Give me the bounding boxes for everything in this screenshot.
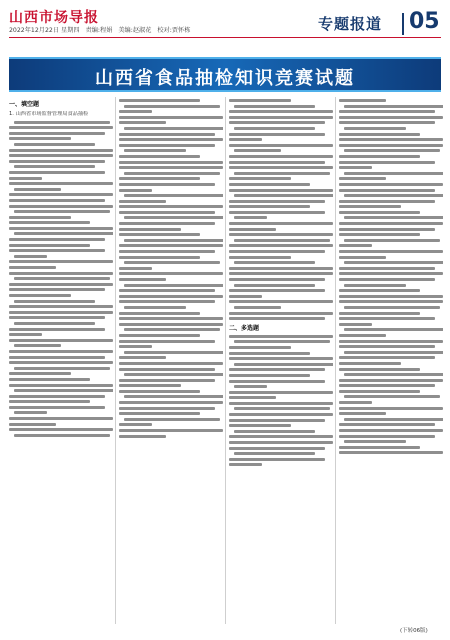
quiz-text-line — [9, 395, 105, 398]
quiz-text-line — [14, 210, 110, 213]
quiz-text-line — [234, 430, 315, 433]
quiz-column-2 — [119, 97, 223, 624]
quiz-text-line — [229, 244, 333, 247]
quiz-text-line — [14, 165, 95, 168]
art-editor-credit: 美编:赵淑花 — [118, 27, 152, 34]
quiz-text-line — [9, 294, 71, 297]
quiz-text-line — [229, 166, 333, 169]
quiz-text-line — [124, 239, 223, 242]
quiz-text-line — [229, 116, 333, 119]
quiz-text-line — [119, 200, 166, 203]
quiz-text-line — [9, 350, 113, 353]
quiz-text-line — [119, 435, 166, 438]
quiz-text-line — [344, 172, 443, 175]
section-heading-fill-in: 一、填空题 — [9, 101, 40, 108]
quiz-text-line — [339, 205, 401, 208]
quiz-text-line — [229, 374, 310, 377]
quiz-text-line — [234, 172, 330, 175]
quiz-text-line — [119, 423, 152, 426]
quiz-text-line — [119, 155, 200, 158]
quiz-text-line — [9, 132, 105, 135]
quiz-text-line — [9, 339, 113, 342]
quiz-text-line — [339, 272, 443, 275]
quiz-text-line — [119, 121, 166, 124]
quiz-text-line — [234, 127, 315, 130]
quiz-text-line — [229, 419, 325, 422]
quiz-text-line — [339, 133, 420, 136]
quiz-text-line — [119, 401, 223, 404]
quiz-text-line — [229, 295, 262, 298]
quiz-text-line — [339, 278, 435, 281]
quiz-text-line — [119, 110, 152, 113]
quiz-text-line — [9, 199, 105, 202]
quiz-text-line — [229, 463, 262, 466]
quiz-text-line — [339, 300, 443, 303]
masthead-issue-line — [9, 25, 194, 34]
quiz-text-line — [9, 311, 113, 314]
quiz-text-line — [339, 228, 435, 231]
quiz-text-line — [119, 412, 200, 415]
quiz-text-line — [339, 423, 435, 426]
quiz-text-line — [339, 429, 443, 432]
quiz-text-line — [9, 378, 90, 381]
quiz-text-line — [9, 417, 113, 420]
quiz-text-line — [124, 261, 220, 264]
quiz-text-line — [229, 335, 333, 338]
quiz-text-line — [229, 183, 310, 186]
quiz-text-line — [339, 390, 420, 393]
quiz-text-line — [339, 222, 443, 225]
quiz-text-line — [344, 149, 440, 152]
quiz-text-line — [339, 155, 420, 158]
quiz-text-line — [339, 401, 372, 404]
quiz-text-line — [339, 233, 420, 236]
quiz-text-line — [119, 222, 215, 225]
quiz-text-line — [9, 182, 113, 185]
quiz-text-line — [124, 395, 223, 398]
quiz-text-line — [9, 423, 56, 426]
quiz-text-line — [339, 250, 443, 253]
quiz-text-line — [234, 452, 315, 455]
quiz-text-line — [119, 205, 223, 208]
quiz-text-line — [339, 121, 435, 124]
quiz-text-line — [119, 317, 223, 320]
quiz-text-line — [229, 233, 333, 236]
quiz-text-line — [124, 284, 223, 287]
quiz-text-line — [234, 340, 330, 343]
quiz-text-line — [14, 121, 110, 124]
quiz-text-line — [14, 344, 61, 347]
quiz-text-line — [344, 395, 440, 398]
quiz-text-line — [119, 334, 200, 337]
quiz-text-line — [9, 356, 105, 359]
quiz-text-line — [229, 312, 333, 315]
quiz-text-line — [14, 232, 113, 235]
quiz-text-line — [229, 250, 325, 253]
quiz-text-line — [119, 256, 200, 259]
quiz-text-line — [9, 227, 113, 230]
quiz-text-line — [339, 244, 372, 247]
quiz-text-line — [229, 289, 325, 292]
quiz-text-line — [119, 384, 181, 387]
quiz-text-line — [14, 367, 110, 370]
quiz-text-line — [229, 391, 333, 394]
title-banner — [9, 57, 441, 92]
quiz-text-line — [234, 306, 281, 309]
quiz-text-line — [124, 172, 220, 175]
quiz-text-line — [229, 272, 333, 275]
masthead-paper-name: 山西市场导报 — [9, 10, 99, 26]
quiz-text-line — [234, 105, 315, 108]
quiz-text-line — [339, 189, 435, 192]
quiz-text-line — [124, 149, 186, 152]
quiz-text-line — [9, 428, 113, 431]
quiz-text-line — [339, 144, 443, 147]
quiz-text-line — [119, 189, 152, 192]
quiz-text-line — [119, 116, 223, 119]
quiz-text-line — [9, 160, 105, 163]
quiz-text-line — [229, 161, 325, 164]
quiz-text-line — [14, 389, 113, 392]
banner-title: 山西省食品抽检知识竞赛试题 — [95, 68, 355, 89]
quiz-text-line — [344, 440, 406, 443]
quiz-text-line — [229, 435, 333, 438]
quiz-text-line — [339, 340, 443, 343]
quiz-text-line — [14, 277, 110, 280]
quiz-text-line — [9, 400, 90, 403]
quiz-text-line — [229, 346, 291, 349]
quiz-text-line — [119, 278, 166, 281]
quiz-text-line — [344, 328, 443, 331]
quiz-text-line — [234, 363, 333, 366]
quiz-text-line — [339, 166, 372, 169]
quiz-text-line — [339, 362, 401, 365]
quiz-text-line — [119, 166, 223, 169]
quiz-text-line — [234, 149, 281, 152]
quiz-text-line — [344, 306, 440, 309]
quiz-text-line — [229, 99, 291, 102]
issue-date: 2022年12月22日 星期四 — [9, 27, 80, 34]
quiz-text-line — [9, 372, 71, 375]
quiz-text-line — [339, 211, 420, 214]
quiz-text-line — [119, 244, 223, 247]
quiz-text-line — [9, 260, 113, 263]
quiz-text-line — [229, 155, 333, 158]
quiz-text-line — [119, 161, 223, 164]
quiz-text-line — [9, 193, 113, 196]
quiz-text-line — [9, 283, 113, 286]
quiz-text-line — [119, 295, 223, 298]
quiz-text-line — [344, 373, 443, 376]
quiz-text-line — [344, 261, 443, 264]
quiz-text-line — [124, 216, 223, 219]
quiz-text-line — [119, 429, 223, 432]
quiz-text-line — [119, 289, 215, 292]
column-divider — [115, 97, 116, 624]
quiz-first-item: 1. 山西省市场监督管理局食品抽检 — [9, 111, 89, 117]
quiz-text-line — [339, 345, 435, 348]
quiz-text-line — [339, 99, 386, 102]
quiz-text-line — [119, 390, 200, 393]
quiz-text-line — [229, 447, 325, 450]
quiz-text-line — [339, 407, 443, 410]
quiz-text-line — [119, 407, 215, 410]
quiz-text-line — [229, 278, 325, 281]
quiz-text-line — [339, 116, 443, 119]
quiz-text-line — [119, 144, 215, 147]
quiz-text-line — [229, 380, 325, 383]
quiz-text-line — [119, 99, 200, 102]
quiz-text-line — [339, 334, 386, 337]
quiz-text-line — [339, 289, 420, 292]
quiz-text-line — [9, 149, 113, 152]
quiz-text-line — [339, 110, 435, 113]
quiz-text-line — [229, 413, 333, 416]
quiz-text-line — [234, 261, 315, 264]
quiz-text-line — [9, 361, 113, 364]
quiz-text-line — [229, 110, 333, 113]
quiz-text-line — [229, 133, 325, 136]
quiz-text-line — [339, 379, 443, 382]
quiz-text-line — [119, 177, 200, 180]
quiz-text-line — [9, 333, 42, 336]
quiz-text-line — [339, 200, 435, 203]
quiz-text-line — [344, 351, 443, 354]
quiz-text-line — [119, 233, 200, 236]
quiz-text-line — [9, 221, 90, 224]
quiz-text-line — [339, 312, 420, 315]
quiz-text-line — [119, 340, 215, 343]
quiz-text-line — [119, 228, 181, 231]
quiz-text-line — [124, 306, 186, 309]
quiz-text-line — [339, 161, 435, 164]
quiz-column-3 — [229, 97, 333, 624]
quiz-text-line — [124, 373, 223, 376]
quiz-text-line — [339, 356, 435, 359]
quiz-text-line — [229, 205, 310, 208]
quiz-text-line — [14, 322, 95, 325]
quiz-text-line — [339, 267, 435, 270]
header-rule — [9, 37, 441, 38]
quiz-text-line — [344, 105, 443, 108]
quiz-text-line — [344, 239, 440, 242]
quiz-text-line — [124, 328, 220, 331]
quiz-text-line — [9, 328, 105, 331]
section-title: 专题报道 — [318, 15, 383, 33]
quiz-column-4 — [339, 97, 443, 624]
quiz-text-line — [9, 205, 113, 208]
quiz-text-line — [14, 143, 95, 146]
quiz-text-line — [119, 379, 215, 382]
quiz-text-line — [344, 194, 443, 197]
quiz-text-line — [119, 183, 215, 186]
quiz-text-line — [9, 154, 113, 157]
quiz-text-line — [14, 188, 61, 191]
quiz-text-line — [119, 368, 215, 371]
quiz-text-line — [339, 446, 420, 449]
quiz-text-line — [234, 194, 333, 197]
quiz-text-line — [339, 295, 443, 298]
quiz-text-line — [124, 194, 223, 197]
quiz-text-line — [124, 351, 223, 354]
quiz-text-line — [9, 238, 105, 241]
section-heading-multiple-choice: 二、多选题 — [229, 324, 260, 332]
quiz-text-line — [234, 407, 330, 410]
quiz-text-line — [234, 284, 315, 287]
quiz-text-line — [119, 362, 223, 365]
quiz-text-line — [339, 256, 386, 259]
quiz-text-line — [339, 183, 443, 186]
quiz-text-line — [229, 317, 325, 320]
quiz-text-line — [9, 249, 105, 252]
quiz-text-line — [14, 434, 110, 437]
quiz-text-line — [9, 406, 105, 409]
quiz-text-line — [9, 177, 42, 180]
quiz-text-line — [119, 272, 223, 275]
quiz-text-line — [229, 228, 276, 231]
quiz-text-line — [119, 345, 152, 348]
quiz-text-line — [9, 244, 90, 247]
quiz-column-1 — [9, 97, 113, 624]
quiz-text-line — [229, 211, 325, 214]
quiz-text-line — [14, 255, 47, 258]
quiz-text-line — [339, 138, 443, 141]
quiz-text-line — [234, 216, 267, 219]
quiz-text-line — [339, 323, 372, 326]
quiz-text-line — [229, 267, 333, 270]
quiz-text-line — [234, 239, 330, 242]
quiz-text-line — [229, 144, 333, 147]
quiz-text-line — [229, 189, 333, 192]
quiz-text-line — [339, 384, 435, 387]
quiz-text-line — [229, 396, 276, 399]
quiz-text-line — [229, 424, 291, 427]
continued-on-page: (下转06版) — [400, 628, 428, 634]
quiz-text-line — [119, 267, 152, 270]
quiz-text-line — [229, 352, 310, 355]
quiz-text-line — [119, 211, 215, 214]
column-divider — [225, 97, 226, 624]
page-number: 05 — [409, 9, 440, 34]
quiz-text-line — [339, 177, 386, 180]
quiz-text-line — [229, 200, 325, 203]
quiz-text-line — [344, 127, 406, 130]
quiz-text-line — [14, 300, 95, 303]
editor-credit: 责编:程娟 — [85, 27, 113, 34]
quiz-text-line — [229, 357, 333, 360]
quiz-text-line — [229, 300, 333, 303]
quiz-text-line — [14, 411, 47, 414]
quiz-text-line — [229, 121, 325, 124]
quiz-text-line — [119, 250, 215, 253]
quiz-text-line — [119, 138, 223, 141]
quiz-text-line — [234, 385, 267, 388]
quiz-text-line — [344, 418, 443, 421]
quiz-text-line — [344, 216, 443, 219]
quiz-text-line — [124, 105, 220, 108]
quiz-text-line — [229, 222, 333, 225]
quiz-text-line — [9, 126, 113, 129]
quiz-text-line — [229, 256, 291, 259]
quiz-text-line — [124, 418, 220, 421]
quiz-text-line — [124, 127, 223, 130]
quiz-text-line — [344, 284, 406, 287]
column-divider — [335, 97, 336, 624]
quiz-text-line — [9, 288, 105, 291]
quiz-text-line — [9, 137, 71, 140]
quiz-text-line — [119, 300, 215, 303]
quiz-text-line — [339, 368, 420, 371]
quiz-text-line — [119, 323, 223, 326]
quiz-text-line — [229, 138, 262, 141]
quiz-text-line — [339, 412, 386, 415]
quiz-text-line — [9, 272, 113, 275]
quiz-text-line — [119, 133, 215, 136]
quiz-text-line — [229, 441, 333, 444]
quiz-text-line — [339, 435, 435, 438]
quiz-text-line — [229, 368, 325, 371]
quiz-text-line — [9, 384, 113, 387]
quiz-text-line — [9, 171, 105, 174]
quiz-text-line — [119, 356, 166, 359]
quiz-text-line — [339, 317, 435, 320]
quiz-text-line — [9, 305, 113, 308]
quiz-text-line — [229, 402, 333, 405]
proofreader-credit: 校对:贾怀栋 — [157, 27, 191, 34]
quiz-text-line — [229, 458, 325, 461]
quiz-text-line — [339, 451, 443, 454]
quiz-text-line — [229, 177, 291, 180]
quiz-text-line — [9, 216, 71, 219]
quiz-text-line — [119, 312, 200, 315]
quiz-text-line — [9, 266, 56, 269]
quiz-text-line — [9, 316, 105, 319]
